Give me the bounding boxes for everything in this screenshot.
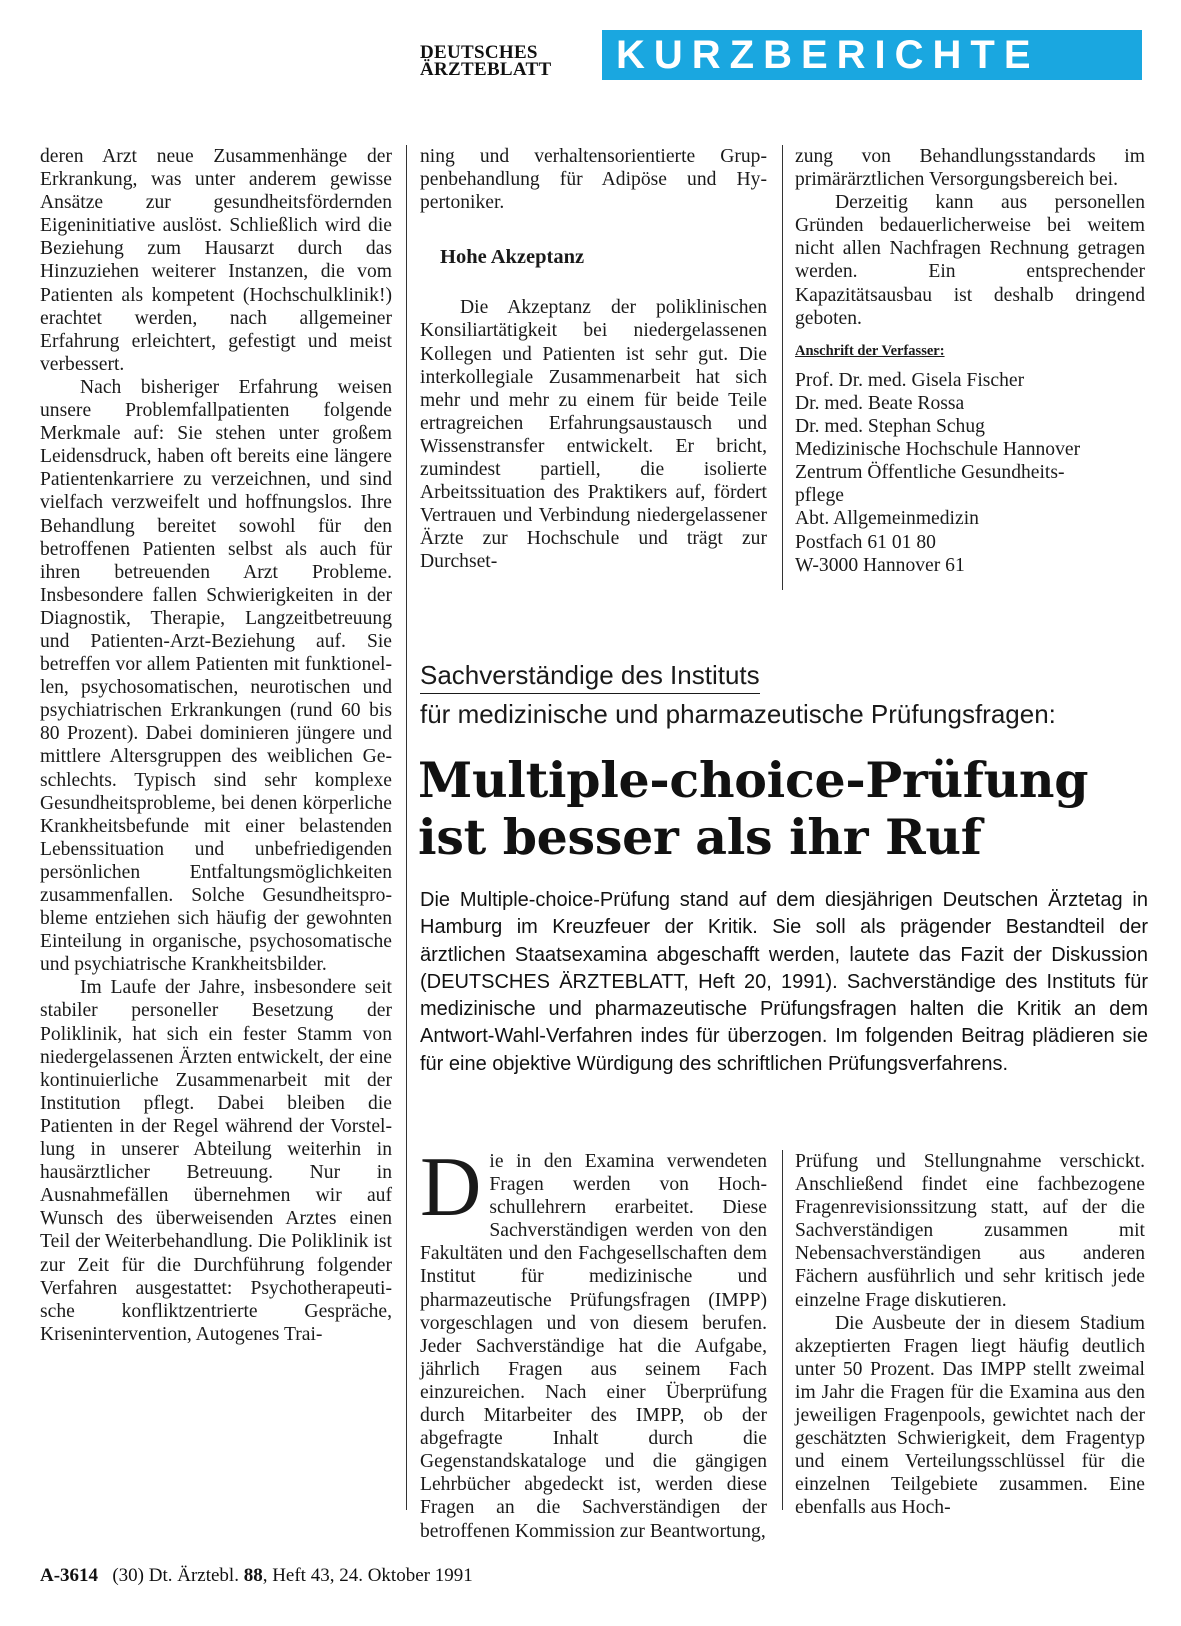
column-left [40,145,392,1346]
address-label: Anschrift der Verfasser: [795,342,945,359]
address-line: Zentrum Öffentliche Gesundheits- [795,462,1065,484]
kicker-text: Sachverständige des Instituts [420,660,760,694]
headline-line2: ist besser als ihr Ruf [418,808,982,866]
paragraph-text: ie in den Examina verwendeten Fragen werden von Hochschullehrern erarbeitet. Diese Sachverständigen werden von den Fakultäten und den Fachgesellschaften dem Institut für medizinische und pharmazeutische Prüfungsfragen (IMPP) vorgeschlagen und von diesem berufen. Jeder Sachverständige hat die Aufgabe, jährlich Fragen aus seinem Fach einzureichen. Nach einer Überprüfung durch Mitarbeiter des IMPP, ob der abgefragte Inhalt durch die Gegenstandskataloge und die gängigen Lehrbücher abgedeckt ist, werden diese Fragen an die Sachverständigen der betroffenen Kommission zur Beantwortung, [420,1151,767,1542]
column-divider [782,1150,783,1510]
paragraph: Derzeitig kann aus personellen Gründen bedauerlicherweise bei weitem nicht allen Nachfragen Rechnung getragen werden. Ein entsprechender Kapazitätsausbau ist deshalb dringend geboten. [795,192,1145,329]
citation-suffix: , Heft 43, 24. Oktober 1991 [262,1565,473,1586]
column-divider [782,145,783,590]
article-lead: Die Multiple-choice-Prüfung stand auf dem diesjährigen Deutschen Ärztetag in Hamburg im Kreuzfeuer der Kritik. Sie soll als prägender Bestandteil der ärztlichen Staatsexamina abgeschafft werden, lautete das Fazit der Diskussion (DEUTSCHES ÄRZTEBLATT, Heft 20, 1991). Sachverständige des Instituts für medizinische und pharmazeutische Prüfungsfragen halten die Kritik an dem Antwort-Wahl-Verfahren indes für überzogen. Im folgenden Beitrag plädieren sie für eine objektive Würdigung des schriftlichen Prüfungsverfahrens. [420,889,1148,1075]
paragraph: Die Akzeptanz der poliklinischen Konsiliartätigkeit bei niedergelassenen Kollegen und Patienten ist sehr gut. Die interkollegiale Zusammenarbeit hat sich mehr und mehr zu einem für beide Teile ertragreichen Erfahrungsaustausch und Wissenstransfer entwickelt. Er bricht, zumindest partiell, die isolierte Arbeitssituation des Praktikers auf, fördert Vertrauen und Verbindung niedergelassener Ärzte zur Hochschule und trägt zur Durchset- [420,297,767,573]
paragraph: ning und verhaltensorientierte Gruppenbehandlung für Adipöse und Hypertoniker. [420,146,767,214]
paragraph: Im Laufe der Jahre, insbesondere seit stabiler personeller Besetzung der Poliklinik, hat sich ein fester Stamm von niedergelassenen Ärzten entwickelt, der eine kontinuierliche Zusammenarbeit mit der Institution pflegt. Dabei bleiben die Patienten in der Regel während der Vorstellung in unserer Abteilung weiterhin in hausärztlicher Betreuung. Nur in Ausnahmefällen übernehmen wir auf Wunsch des überweisenden Arztes einen Teil der Weiterbehandlung. Die Poliklinik ist zur Zeit für die Durchführung folgender Verfahren ausgestattet: Psychotherapeutische konfliktzentrierte Gespräche, Krisenintervention, Autogenes Trai- [40,977,392,1345]
address-line: Postfach 61 01 80 [795,531,936,553]
article-column-1 [420,1140,767,1543]
article-headline [418,752,1158,866]
page-number: A-3614 [40,1565,99,1586]
column-middle [420,145,767,574]
address-line: Medizinische Hochschule Hannover [795,439,1081,461]
paragraph: zung von Behandlungsstandards im primärärztlichen Versorgungsbereich bei. [795,146,1145,191]
section-subheading: Hohe Akzeptanz [440,246,585,269]
drop-cap: D [420,1140,482,1234]
paragraph [420,1140,767,1543]
address-line: Dr. med. Stephan Schug [795,416,985,438]
column-divider [406,145,407,1510]
publication-name [420,44,592,78]
author-address [795,369,1145,577]
column-right [795,145,1145,577]
paragraph: Prüfung und Stellungnahme verschickt. Anschließend findet eine fachbezogene Fragenrevisionssitzung statt, auf der die Sachverständigen zusammen mit Nebensachverständigen aus anderen Fächern ausführlich und sehr kritisch jede einzelne Frage diskutieren. [795,1151,1145,1311]
address-line: Dr. med. Beate Rossa [795,392,965,414]
address-line: Prof. Dr. med. Gisela Fischer [795,369,1025,391]
address-line: pflege [795,485,844,507]
address-line: W-3000 Hannover 61 [795,554,965,576]
headline-line1: Multiple-choice-Prüfung [418,751,1089,809]
volume-number: 88 [243,1565,263,1586]
article-column-2 [795,1150,1145,1520]
publication-name-line1: DEUTSCHES [420,42,538,63]
paragraph: deren Arzt neue Zusammenhänge der Erkrankung, was unter anderem gewisse Ansätze zur gesundheitsfördernden Eigeninitiative auslöst. Schließlich wird die Beziehung zum Hausarzt durch das Hinzuziehen weiterer Instanzen, die vom Patienten als kompetent (Hochschulklinik!) erachtet werden, nach allgemeiner Erfahrung erleichtert, gefestigt und meist verbessert. [40,146,392,375]
article-kicker-line2: für medizinische und pharmazeutische Prüfungsfragen: [420,699,1056,729]
paragraph: Die Ausbeute der in diesem Stadium akzeptierten Fragen liegt häufig deutlich unter 50 Prozent. Das IMPP stellt zweimal im Jahr die Fragen für die Examina aus den jeweiligen Fragenpools, gewichtet nach der geschätzten Schwierigkeit, dem Fragentyp und einem Verteilungsschlüssel für die einzelnen Teilgebiete zusammen. Eine ebenfalls aus Hoch- [795,1312,1145,1519]
publication-name-line2: ÄRZTEBLATT [420,59,552,80]
article-kicker-line1 [420,660,1150,690]
citation-prefix: (30) Dt. Ärztebl. [112,1565,239,1586]
address-line: Abt. Allgemeinmedizin [795,508,979,530]
masthead [420,30,1140,82]
page-footer [40,1565,473,1587]
section-banner: KURZBERICHTE [602,30,1142,80]
paragraph: Nach bisheriger Erfahrung weisen unsere Problemfallpatienten folgende Merkmale auf: Sie stehen unter großem Leidensdruck, haben oft bereits eine längere Patientenkarriere zu verzeichnen, und sind vielfach verzweifelt und hoffnungslos. Ihre Behandlung bereitet sowohl für den betroffenen Patienten selbst als auch für ihren betreuenden Arzt Probleme. Insbesondere fallen Schwierigkeiten in der Diagnostik, Therapie, Langzeitbetreuung und Patienten-Arzt-Beziehung auf. Sie betreffen vor allem Patienten mit funktionellen, psychosomatischen, neurotischen und psychiatrischen Erkrankungen (rund 60 bis 80 Prozent). Dabei dominieren jüngere und mittlere Altersgruppen des weiblichen Geschlechts. Typisch sind sehr komplexe Gesundheitsprobleme, bei denen körperliche Krankheitsbefunde mit einer belastenden Lebenssituation und unbefriedigenden persönlichen Entfaltungsmöglichkeiten zusammenfallen. Solche Gesundheitsprobleme entziehen sich häufig der gewohnten Einteilung in organische, psychosomatische und psychiatrische Krankheitsbilder. [40,376,392,976]
